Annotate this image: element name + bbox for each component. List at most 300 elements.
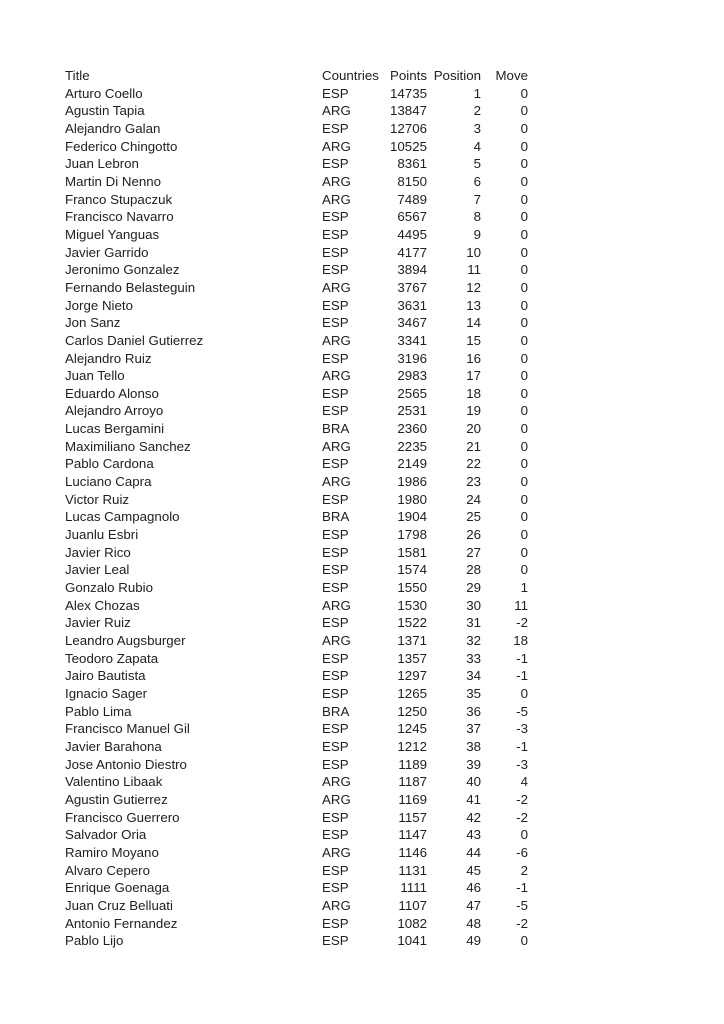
cell-points: 2149 [397, 456, 427, 472]
cell-title: Lucas Bergamini [65, 421, 165, 437]
cell-title: Victor Ruiz [65, 491, 130, 507]
cell-points: 1157 [398, 809, 427, 825]
cell-country: ARG [322, 191, 351, 207]
cell-country: ARG [322, 844, 351, 860]
cell-points: 1250 [397, 703, 427, 719]
cell-position: 40 [466, 774, 481, 790]
table-row [65, 350, 528, 368]
table-row [65, 155, 528, 173]
cell-move: 0 [520, 350, 528, 366]
cell-move: 18 [513, 633, 528, 648]
cell-move: 1 [520, 580, 528, 596]
cell-title: Carlos Daniel Gutierrez [65, 332, 204, 348]
table-row [65, 455, 528, 473]
table-row [65, 720, 528, 738]
cell-move: 0 [520, 315, 528, 331]
cell-country: ESP [322, 615, 349, 631]
cell-title: Alex Chozas [65, 597, 140, 613]
cell-position: 13 [466, 297, 481, 313]
cell-country: ARG [322, 279, 351, 295]
cell-position: 1 [473, 85, 481, 101]
cell-points: 1147 [398, 827, 427, 843]
cell-position: 22 [466, 456, 481, 472]
cell-title: Alejandro Ruiz [65, 350, 152, 366]
table-row [65, 614, 528, 632]
cell-country: ESP [322, 668, 349, 684]
cell-country: ESP [322, 209, 349, 225]
table-row [65, 756, 528, 774]
cell-country: ARG [322, 474, 351, 490]
cell-move: 0 [520, 156, 528, 172]
cell-country: ESP [322, 880, 349, 896]
cell-title: Agustin Gutierrez [65, 791, 168, 807]
cell-country: ESP [322, 580, 349, 596]
table-row [65, 402, 528, 420]
cell-position: 21 [466, 438, 481, 454]
cell-country: ESP [322, 350, 349, 366]
table-row [65, 226, 528, 244]
cell-position: 25 [466, 509, 481, 525]
cell-title: Lucas Campagnolo [65, 509, 180, 525]
cell-points: 1187 [398, 774, 427, 790]
cell-points: 2983 [397, 368, 427, 384]
table-row [65, 773, 528, 791]
cell-country: BRA [322, 703, 350, 719]
cell-move: 0 [520, 103, 528, 119]
cell-points: 3631 [397, 297, 427, 313]
cell-position: 14 [466, 315, 481, 331]
cell-title: Jorge Nieto [65, 297, 133, 313]
cell-title: Javier Ruiz [65, 615, 131, 631]
cell-points: 8361 [397, 156, 427, 172]
table-row [65, 685, 528, 703]
cell-move: -3 [516, 756, 528, 772]
cell-country: ESP [322, 933, 349, 949]
cell-position: 43 [466, 827, 481, 843]
table-row [65, 420, 528, 438]
cell-move: -1 [516, 668, 528, 684]
cell-move: 0 [520, 138, 528, 154]
column-header-country: Countries [322, 68, 379, 83]
cell-title: Pablo Cardona [65, 456, 154, 472]
cell-position: 5 [473, 156, 481, 172]
cell-points: 2235 [397, 438, 427, 454]
cell-title: Valentino Libaak [65, 774, 163, 790]
cell-move: -1 [516, 650, 528, 666]
cell-position: 49 [466, 933, 481, 949]
cell-position: 6 [473, 173, 481, 189]
cell-points: 14735 [390, 85, 427, 101]
table-row [65, 650, 528, 668]
cell-points: 2565 [397, 385, 427, 401]
cell-country: ESP [322, 403, 349, 419]
table-row [65, 279, 528, 297]
cell-country: ESP [322, 527, 349, 543]
cell-move: -5 [516, 703, 528, 719]
cell-title: Salvador Oria [65, 827, 147, 843]
cell-title: Agustin Tapia [65, 103, 145, 119]
cell-points: 1146 [398, 844, 427, 860]
cell-title: Arturo Coello [65, 85, 143, 101]
cell-country: ESP [322, 721, 349, 737]
cell-points: 1904 [397, 509, 427, 525]
cell-points: 1986 [397, 474, 427, 490]
cell-country: ARG [322, 791, 351, 807]
cell-position: 45 [466, 862, 481, 878]
cell-move: 0 [520, 262, 528, 278]
cell-points: 1041 [397, 933, 427, 949]
cell-move: 0 [520, 562, 528, 578]
cell-title: Enrique Goenaga [65, 880, 170, 896]
table-row [65, 261, 528, 279]
cell-points: 7489 [397, 191, 427, 207]
cell-move: 0 [520, 85, 528, 101]
cell-title: Maximiliano Sanchez [65, 438, 191, 454]
cell-country: ESP [322, 756, 349, 772]
cell-points: 1357 [397, 650, 427, 666]
table-row [65, 332, 528, 350]
cell-title: Ramiro Moyano [65, 844, 159, 860]
table-row [65, 244, 528, 262]
cell-position: 20 [466, 421, 481, 437]
table-header-row [65, 67, 528, 85]
cell-country: BRA [322, 509, 350, 525]
table-row [65, 809, 528, 827]
cell-country: ESP [322, 385, 349, 401]
cell-title: Jose Antonio Diestro [65, 756, 187, 772]
table-row [65, 597, 528, 615]
cell-points: 3467 [397, 315, 427, 331]
cell-move: -2 [516, 915, 528, 931]
table-row [65, 208, 528, 226]
table-row [65, 314, 528, 332]
cell-move: 0 [520, 527, 528, 543]
cell-position: 28 [466, 562, 481, 578]
cell-move: 4 [520, 774, 528, 790]
cell-points: 12706 [390, 120, 427, 136]
table-row [65, 862, 528, 880]
cell-position: 30 [466, 597, 481, 613]
cell-points: 3767 [397, 279, 427, 295]
cell-move: -3 [516, 721, 528, 737]
cell-title: Ignacio Sager [65, 685, 148, 701]
table-row [65, 173, 528, 191]
cell-move: -2 [516, 615, 528, 631]
cell-position: 12 [466, 279, 481, 295]
cell-move: 0 [520, 509, 528, 525]
rankings-table [65, 67, 528, 950]
cell-country: ESP [322, 685, 349, 701]
cell-move: 0 [520, 421, 528, 437]
cell-points: 4495 [397, 226, 427, 242]
cell-move: 0 [520, 685, 528, 701]
cell-move: 11 [514, 597, 528, 613]
cell-move: 0 [520, 226, 528, 242]
cell-country: ESP [322, 827, 349, 843]
cell-points: 1550 [397, 580, 427, 596]
cell-country: ESP [322, 315, 349, 331]
cell-country: ESP [322, 85, 349, 101]
cell-title: Alvaro Cepero [65, 862, 150, 878]
cell-points: 1798 [397, 527, 427, 543]
cell-position: 38 [466, 738, 481, 754]
cell-position: 42 [466, 809, 481, 825]
cell-move: 0 [520, 191, 528, 207]
cell-position: 34 [466, 668, 481, 684]
cell-points: 1581 [397, 544, 427, 560]
cell-points: 1082 [397, 915, 427, 931]
cell-move: 0 [520, 279, 528, 295]
cell-move: 0 [520, 244, 528, 260]
cell-move: 0 [520, 474, 528, 490]
table-row [65, 473, 528, 491]
table-row [65, 191, 528, 209]
cell-move: 0 [520, 933, 528, 949]
cell-position: 24 [466, 491, 481, 507]
cell-move: 0 [520, 385, 528, 401]
cell-points: 4177 [397, 244, 427, 260]
cell-country: ESP [322, 915, 349, 931]
cell-points: 1522 [397, 615, 427, 631]
cell-title: Luciano Capra [65, 474, 152, 490]
cell-points: 1265 [397, 685, 427, 701]
cell-points: 6567 [397, 209, 427, 225]
cell-points: 3196 [397, 350, 427, 366]
cell-move: 0 [520, 544, 528, 560]
table-row [65, 102, 528, 120]
cell-position: 36 [466, 703, 481, 719]
cell-points: 13847 [390, 103, 427, 119]
cell-country: ESP [322, 738, 349, 754]
cell-title: Francisco Manuel Gil [65, 721, 190, 737]
cell-move: 0 [520, 297, 528, 313]
cell-position: 26 [466, 527, 481, 543]
table-row [65, 738, 528, 756]
cell-points: 1371 [397, 633, 427, 648]
table-row [65, 508, 528, 526]
cell-country: ESP [322, 862, 349, 878]
cell-country: ESP [322, 156, 349, 172]
cell-move: 0 [520, 173, 528, 189]
table-row [65, 561, 528, 579]
cell-position: 4 [473, 138, 481, 154]
cell-move: -1 [516, 738, 528, 754]
table-row [65, 915, 528, 933]
cell-points: 2531 [397, 403, 427, 419]
cell-position: 7 [473, 191, 481, 207]
table-row [65, 579, 528, 597]
cell-title: Pablo Lijo [65, 933, 124, 949]
table-row [65, 138, 528, 156]
cell-country: ARG [322, 633, 351, 648]
cell-move: -5 [516, 897, 528, 913]
table-row [65, 544, 528, 562]
cell-title: Miguel Yanguas [65, 226, 160, 242]
cell-points: 10525 [390, 138, 427, 154]
cell-country: ESP [322, 650, 349, 666]
cell-points: 8150 [397, 173, 427, 189]
table-row [65, 526, 528, 544]
cell-position: 19 [466, 403, 481, 419]
cell-title: Jairo Bautista [65, 668, 146, 684]
cell-points: 1111 [400, 880, 427, 896]
cell-title: Antonio Fernandez [65, 915, 178, 931]
cell-country: ESP [322, 226, 349, 242]
cell-move: -2 [516, 809, 528, 825]
cell-title: Juan Cruz Belluati [65, 897, 173, 913]
cell-title: Alejandro Arroyo [65, 403, 164, 419]
cell-country: ARG [322, 332, 351, 348]
cell-country: ESP [322, 297, 349, 313]
cell-position: 10 [466, 244, 481, 260]
table-row [65, 791, 528, 809]
table-row [65, 897, 528, 915]
cell-country: ESP [322, 456, 349, 472]
cell-move: 0 [520, 120, 528, 136]
cell-country: BRA [322, 421, 350, 437]
column-header-position: Position [433, 68, 481, 83]
cell-move: 0 [520, 332, 528, 348]
cell-title: Juan Tello [65, 368, 125, 384]
cell-position: 9 [473, 226, 481, 242]
cell-title: Javier Garrido [65, 244, 149, 260]
cell-title: Jon Sanz [65, 315, 121, 331]
table-row [65, 844, 528, 862]
cell-move: 0 [520, 209, 528, 225]
cell-title: Gonzalo Rubio [65, 580, 153, 596]
cell-title: Alejandro Galan [65, 120, 161, 136]
cell-country: ARG [322, 897, 351, 913]
cell-title: Francisco Navarro [65, 209, 174, 225]
cell-title: Javier Rico [65, 544, 131, 560]
cell-position: 32 [466, 633, 481, 648]
cell-move: 0 [520, 403, 528, 419]
cell-position: 33 [466, 650, 481, 666]
cell-position: 47 [466, 897, 481, 913]
cell-country: ESP [322, 244, 349, 260]
column-header-move: Move [495, 68, 528, 83]
table-row [65, 297, 528, 315]
cell-move: 0 [520, 368, 528, 384]
cell-position: 11 [467, 262, 481, 278]
cell-country: ARG [322, 438, 351, 454]
cell-position: 3 [473, 120, 481, 136]
cell-title: Francisco Guerrero [65, 809, 180, 825]
table-row [65, 85, 528, 103]
cell-title: Juan Lebron [65, 156, 139, 172]
table-body [65, 85, 528, 950]
cell-title: Jeronimo Gonzalez [65, 262, 180, 278]
table-row [65, 703, 528, 721]
cell-points: 1530 [397, 597, 427, 613]
cell-title: Franco Stupaczuk [65, 191, 173, 207]
cell-position: 8 [473, 209, 481, 225]
table-row [65, 826, 528, 844]
cell-country: ESP [322, 562, 349, 578]
cell-points: 1131 [398, 862, 427, 878]
table-row [65, 879, 528, 897]
cell-country: ARG [322, 103, 351, 119]
cell-title: Teodoro Zapata [65, 650, 159, 666]
cell-position: 37 [466, 721, 481, 737]
cell-position: 35 [466, 685, 481, 701]
cell-move: 0 [520, 491, 528, 507]
cell-country: ARG [322, 173, 351, 189]
cell-title: Federico Chingotto [65, 138, 178, 154]
cell-country: ESP [322, 544, 349, 560]
cell-title: Pablo Lima [65, 703, 132, 719]
cell-points: 3341 [397, 332, 427, 348]
cell-points: 2360 [397, 421, 427, 437]
table-row [65, 667, 528, 685]
cell-move: -6 [516, 844, 528, 860]
cell-points: 1574 [397, 562, 427, 578]
table-row [65, 367, 528, 385]
cell-country: ESP [322, 491, 349, 507]
cell-move: 0 [520, 456, 528, 472]
cell-points: 1980 [397, 491, 427, 507]
cell-country: ARG [322, 774, 351, 790]
cell-move: -1 [516, 880, 528, 896]
cell-position: 17 [466, 368, 481, 384]
cell-country: ARG [322, 368, 351, 384]
cell-country: ARG [322, 138, 351, 154]
table-row [65, 491, 528, 509]
cell-points: 1297 [397, 668, 427, 684]
cell-position: 44 [466, 844, 481, 860]
cell-country: ESP [322, 120, 349, 136]
cell-position: 23 [466, 474, 481, 490]
cell-position: 2 [473, 103, 481, 119]
cell-move: 2 [520, 862, 528, 878]
table-row [65, 932, 528, 950]
cell-title: Eduardo Alonso [65, 385, 159, 401]
cell-points: 1107 [398, 897, 427, 913]
cell-title: Javier Leal [65, 562, 130, 578]
column-header-title: Title [65, 68, 90, 83]
cell-points: 1189 [398, 756, 427, 772]
table-row [65, 385, 528, 403]
cell-title: Leandro Augsburger [65, 633, 186, 648]
cell-position: 46 [466, 880, 481, 896]
cell-points: 3894 [397, 262, 427, 278]
cell-position: 39 [466, 756, 481, 772]
table-row [65, 632, 528, 650]
cell-move: -2 [516, 791, 528, 807]
cell-move: 0 [520, 827, 528, 843]
cell-country: ARG [322, 597, 351, 613]
cell-position: 18 [466, 385, 481, 401]
cell-title: Fernando Belasteguin [65, 279, 196, 295]
cell-title: Martin Di Nenno [65, 173, 162, 189]
cell-position: 41 [466, 791, 481, 807]
cell-title: Javier Barahona [65, 738, 162, 754]
table-row [65, 438, 528, 456]
cell-points: 1212 [397, 738, 427, 754]
table-row [65, 120, 528, 138]
cell-country: ESP [322, 809, 349, 825]
cell-points: 1245 [397, 721, 427, 737]
cell-country: ESP [322, 262, 349, 278]
column-header-points: Points [390, 68, 427, 83]
cell-points: 1169 [398, 791, 427, 807]
cell-position: 27 [466, 544, 481, 560]
cell-position: 48 [466, 915, 481, 931]
cell-position: 29 [466, 580, 481, 596]
cell-position: 15 [466, 332, 481, 348]
cell-title: Juanlu Esbri [65, 527, 139, 543]
cell-position: 31 [466, 615, 481, 631]
